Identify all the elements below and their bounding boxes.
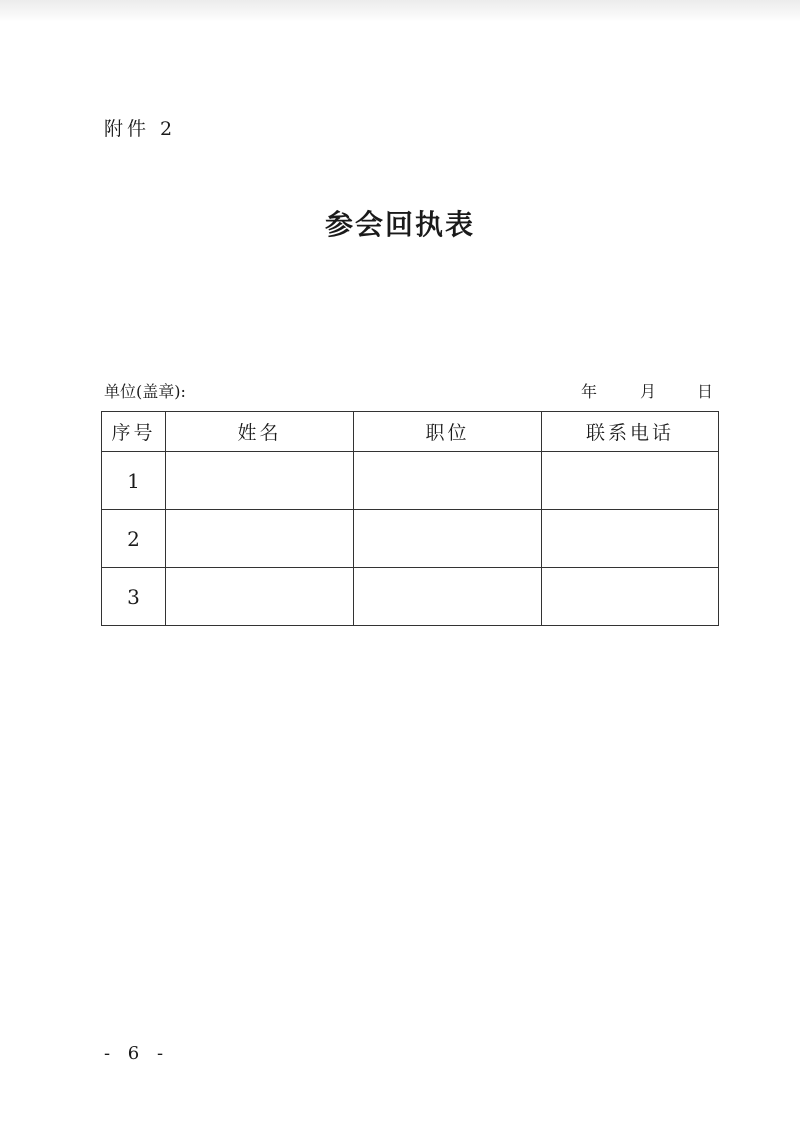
position-cell <box>354 452 542 510</box>
date-year-label: 年 <box>581 382 598 401</box>
position-cell <box>354 510 542 568</box>
table-row <box>102 510 719 568</box>
row-index: 1 <box>102 452 166 510</box>
date-month-label: 月 <box>640 382 657 401</box>
header-position: 职位 <box>354 412 542 452</box>
name-cell <box>166 568 354 626</box>
unit-seal-label: 单位(盖章): <box>104 382 186 401</box>
name-cell <box>166 510 354 568</box>
scan-shadow <box>0 0 800 22</box>
header-index: 序号 <box>102 412 166 452</box>
attachment-label: 附件 2 <box>104 118 177 140</box>
page-number: - 6 - <box>104 1043 170 1064</box>
page-title: 参会回执表 <box>324 208 475 241</box>
table-row <box>102 452 719 510</box>
table-row <box>102 568 719 626</box>
row-index: 2 <box>102 510 166 568</box>
header-phone: 联系电话 <box>542 412 719 452</box>
name-cell <box>166 452 354 510</box>
phone-cell <box>542 568 719 626</box>
row-index: 3 <box>102 568 166 626</box>
phone-cell <box>542 510 719 568</box>
position-cell <box>354 568 542 626</box>
phone-cell <box>542 452 719 510</box>
reply-table <box>101 411 719 626</box>
table-header-row <box>102 412 719 452</box>
header-name: 姓名 <box>166 412 354 452</box>
date-day-label: 日 <box>697 382 714 401</box>
